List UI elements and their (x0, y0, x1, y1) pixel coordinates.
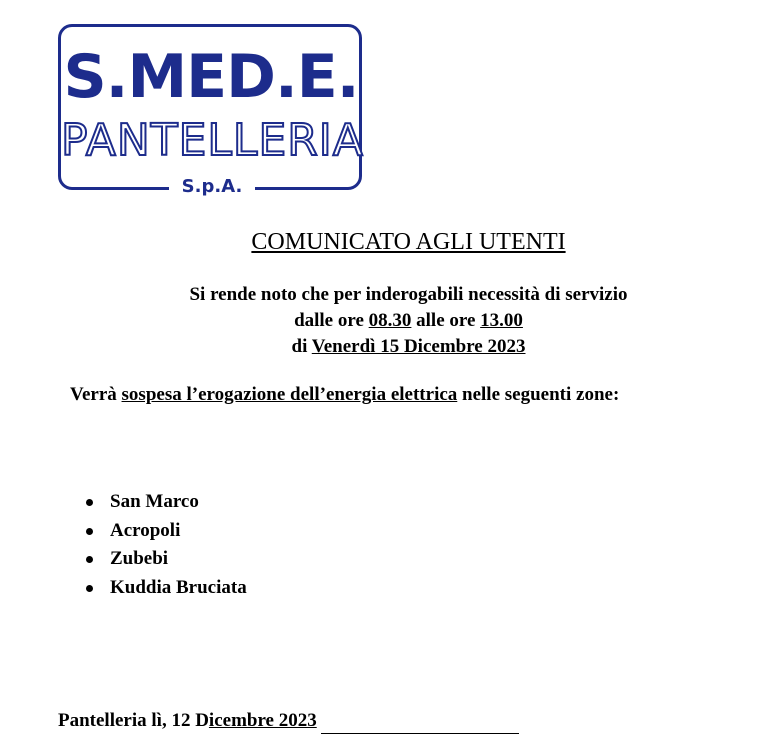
notice-line-2-prefix: dalle ore (294, 310, 369, 331)
zones-list (80, 488, 247, 602)
notice-paragraph (0, 282, 773, 360)
document-title: COMUNICATO AGLI UTENTI (251, 229, 566, 255)
notice-line-3 (0, 334, 773, 360)
signature-line (321, 713, 519, 734)
footer-place: Pantelleria lì, 12 D (58, 710, 209, 731)
notice-line-2-mid: alle ore (411, 310, 481, 331)
list-item: Zubebi (80, 545, 247, 574)
list-item: Kuddia Bruciata (80, 574, 247, 603)
logo-main-text: S.MED.E. (63, 42, 359, 112)
logo-spa-text: S.p.A. (169, 175, 255, 199)
company-logo (58, 24, 364, 197)
footer-date: icembre 2023 (208, 710, 317, 731)
notice-line-3-prefix: di (291, 336, 312, 357)
list-item: San Marco (80, 488, 247, 517)
notice-line-1: Si rende noto che per inderogabili necessità di servizio (189, 284, 628, 305)
outage-statement-suffix: nelle seguenti zone: (457, 384, 620, 405)
outage-date: Venerdì 15 Dicembre 2023 (311, 336, 526, 357)
outage-statement-prefix: Verrà (70, 384, 122, 405)
footer-date-line (58, 708, 519, 734)
end-time: 13.00 (480, 310, 523, 331)
outage-statement-highlight: sospesa l’erogazione dell’energia elettrica (121, 384, 458, 405)
start-time: 08.30 (368, 310, 412, 331)
notice-line-2 (0, 308, 773, 334)
outage-statement (70, 382, 770, 408)
logo-sub-text: PANTELLERIA (61, 115, 364, 166)
list-item: Acropoli (80, 517, 247, 546)
